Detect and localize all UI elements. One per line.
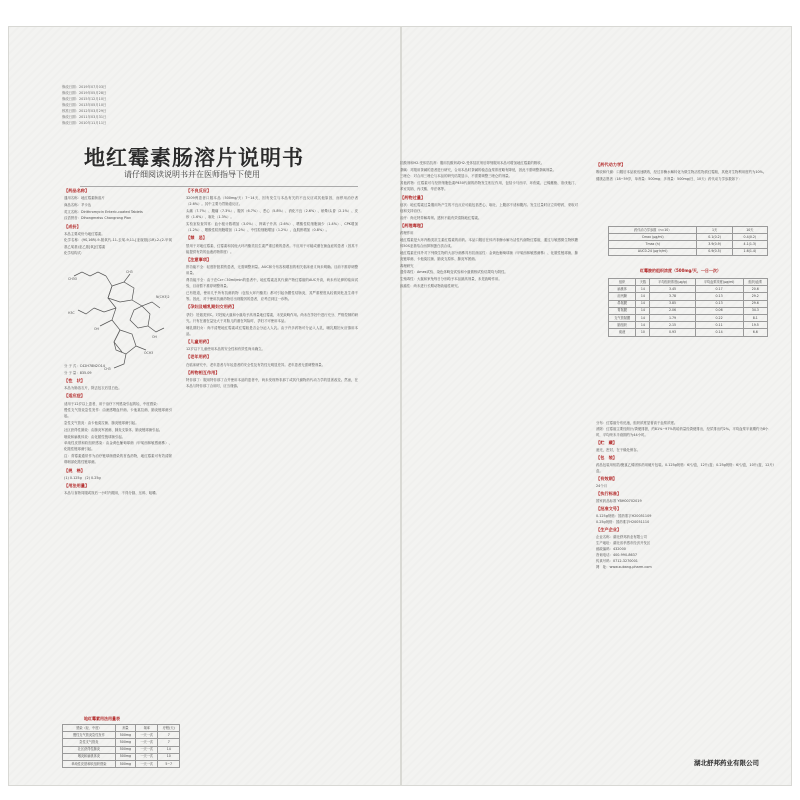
- molecular-weight: 分 子 量：835.09: [64, 370, 92, 375]
- body-paragraph: 邮政编码：432000: [596, 547, 626, 551]
- svg-text:OH: OH: [94, 327, 99, 331]
- revision-date-line: 修改日期：2019年05月28日: [62, 91, 107, 95]
- body-paragraph: 本品与食物同服或饭后一小时内服用，不得分割、压碎、咀嚼。: [64, 491, 159, 496]
- table-cell: 3.85: [650, 300, 695, 307]
- table-header-cell: 频率: [136, 725, 158, 732]
- table-cell: 14: [636, 307, 650, 314]
- body-paragraph: 咽炎和扁桃体炎：由化脓性链球菌引起。: [64, 434, 126, 439]
- body-paragraph: 症状：地红霉素过量服用所产生的不良反应可能包括恶心、呕吐、上腹部不适和腹泻。发生过量时应立即停药，采取对症和支持治疗。: [400, 202, 578, 213]
- section-heading: 【生产企业】: [596, 527, 622, 532]
- table-cell: 2.15: [650, 322, 695, 329]
- section-heading: 【药物相互作用】: [186, 369, 220, 375]
- table-header-cell: 平均组织浓度(μg/g): [650, 279, 695, 286]
- table-header-cell: 药代动力学参数（n=10）: [609, 227, 697, 234]
- table-header-cell: 天数: [636, 279, 650, 286]
- section-heading: 【禁 忌】: [186, 235, 207, 241]
- table-row: [63, 739, 180, 746]
- table-cell: 10: [636, 329, 650, 336]
- body-paragraph: 致癌性：尚未进行长期动物致癌性研究。: [400, 283, 462, 288]
- body-paragraph: 禁用于对地红霉素、红霉素和其他大环内酯类抗生素严重过敏的患者。不应用于可疑或潜在菌血症的患者（因其不能提供有效的血液药物浓度）。: [186, 243, 358, 254]
- table-row: [609, 307, 768, 314]
- table-cell: 2.06: [650, 307, 695, 314]
- body-paragraph: 0.25g规格：国药准字H20051110: [596, 520, 650, 524]
- table-row: [609, 234, 768, 241]
- pk-parameters-table: [608, 226, 768, 256]
- table-cell: Cmax (μg/ml): [609, 234, 697, 241]
- table-cell: 急性支气管炎: [63, 739, 116, 746]
- section-heading: 【老年用药】: [186, 354, 212, 360]
- table-cell: 前列腺: [609, 293, 636, 300]
- table-header-cell: 10天: [732, 227, 767, 234]
- section-heading: 【批准文号】: [596, 506, 622, 511]
- left-column-2: [186, 186, 358, 746]
- body-paragraph: 英文名称：Dirithromycin Enteric-coated Tablets: [64, 209, 143, 214]
- table-header-cell: 感染（轻、中度）: [63, 725, 116, 732]
- table-cell: 慢性支气管炎急性发作: [63, 732, 116, 739]
- body-paragraph: 通用名称：地红霉素肠溶片: [64, 196, 105, 201]
- table-row: [63, 753, 180, 760]
- table-cell: 0.13: [695, 293, 743, 300]
- table-cell: 支气管黏膜: [609, 314, 636, 321]
- body-paragraph: 已有报道，使用几乎所有抗菌药物（包括大环内酯类）都可引起伪膜性结肠炎，其严重程度从轻微到危及生命不等。因此，对于使用抗菌药物后出现腹泻的患者，应考虑到这一诊断。: [186, 291, 358, 302]
- body-paragraph: 生产地址：湖北省孝感市经济开发区: [596, 541, 651, 545]
- table-cell: 500mg: [115, 753, 135, 760]
- table-cell: 6.6: [743, 329, 767, 336]
- table-cell: 19.5: [743, 322, 767, 329]
- body-paragraph: 遗传毒性：Ames试验、染色体畸变试验和小鼠微核试验结果均为阴性。: [400, 270, 508, 275]
- table-cell: 500mg: [115, 732, 135, 739]
- table-cell: 0.17: [695, 286, 743, 293]
- table-cell: 7: [158, 732, 180, 739]
- section-heading: 【儿童用药】: [186, 338, 212, 344]
- table-cell: 0.22: [695, 314, 743, 321]
- table-cell: 29.6: [743, 300, 767, 307]
- table-cell: 咽炎和扁桃体炎: [63, 753, 116, 760]
- table-cell: 痰液: [609, 329, 636, 336]
- table-row: [63, 732, 180, 739]
- table-cell: 胃黏膜: [609, 307, 636, 314]
- table-cell: 一天一次: [136, 753, 158, 760]
- body-paragraph: 网 址：www.subang-pharm.com: [596, 565, 652, 569]
- table-cell: 14: [636, 293, 650, 300]
- table-row: [63, 760, 180, 767]
- revision-date-line: 修改日期：2013年05月10日: [62, 103, 107, 107]
- body-paragraph: 茶碱：对服用茶碱的患者进行研究，合用本品时茶碱的稳态血浆浓度略有降低，因此不需调整茶碱剂量。: [400, 167, 556, 172]
- table-row: [609, 322, 768, 329]
- table-row: [609, 293, 768, 300]
- table-header-cell: 组织: [609, 279, 636, 286]
- table-cell: 3.9(0.9): [697, 241, 732, 248]
- body-paragraph: 本品主要成份为地红霉素。: [64, 231, 105, 236]
- table-cell: 1.6(1.4): [732, 248, 767, 255]
- body-paragraph: (1) 0.125g (2) 0.25g: [64, 475, 101, 480]
- body-paragraph: 社区获得性肺炎：由肺炎军团菌、肺炎支原体、肺炎链球菌引起。: [64, 427, 163, 432]
- section-heading: 【贮 藏】: [596, 440, 617, 445]
- dosage-table-title: 地红霉素用法用量表: [84, 716, 120, 721]
- table-cell: 0.4(0.2): [732, 234, 767, 241]
- body-paragraph: 企业名称：湖北舒邦药业有限公司: [596, 535, 647, 539]
- table-cell: 14: [636, 314, 650, 321]
- table-cell: 一天一次: [136, 746, 158, 753]
- table-cell: 29.2: [743, 293, 767, 300]
- table-cell: 14: [636, 322, 650, 329]
- right-column-1: [400, 160, 578, 760]
- svg-text:H3C: H3C: [68, 311, 75, 315]
- body-paragraph: 实验室检查异常：血小板计数增加（3.0%）、钾离子升高（2.6%）、嗜酸性粒细胞减少（1.4%）、CPK增加（1.2%）、嗜酸性粒细胞增加（1.2%）、中性粒细胞增加（1.2%）、血肌酐增加（0.8%）。: [186, 222, 358, 233]
- revision-date-line: 修改日期：2015年12月10日: [62, 97, 107, 101]
- table-cell: 10: [158, 753, 180, 760]
- body-paragraph: 消除：红霉胺主要经胆汁/粪便排泄，约81%~97%的给药量经粪便排出，经尿排出约2%。平均血浆半衰期约为8小时，平均终末半衰期约为44小时。: [596, 427, 769, 437]
- body-paragraph: 24个月: [596, 484, 608, 488]
- table-cell: 7: [158, 739, 180, 746]
- table-cell: Tmax (h): [609, 241, 697, 248]
- revision-date-line: 核准日期：2012年03月29日: [62, 109, 107, 113]
- body-paragraph: 地红霉素是大环内酯类抗生素红霉素的前药。本品口服后在体内非酶水解为活性代谢物红霉胺，通过与敏感微生物核糖体50S亚基结合而抑制蛋白质合成。: [400, 237, 578, 248]
- table-header-cell: 疗程(天): [158, 725, 180, 732]
- body-paragraph: 特非那丁：服用特非那丁合并使用本品的患者中，尚未发现特非那丁或其代谢物药代动力学的显著改变。然而，在本品与特非那丁合用时，应当谨慎。: [186, 377, 358, 389]
- table-cell: 1.79: [650, 314, 695, 321]
- svg-text:CH3: CH3: [126, 270, 133, 274]
- body-paragraph: 商品名称：芊卡达: [64, 202, 92, 207]
- section-heading: 【药代动力学】: [596, 162, 626, 167]
- section-heading: 【有效期】: [596, 476, 617, 481]
- table-cell: 扁桃体: [609, 286, 636, 293]
- table-cell: 3.78: [650, 293, 695, 300]
- table-cell: 34.3: [743, 307, 767, 314]
- body-paragraph: 生殖毒性：大鼠和家兔每日分别给予本品最高剂量，未见致畸作用。: [400, 276, 502, 281]
- body-paragraph: 哺乳期妇女：尚不清楚地红霉素或红霉胺是否会分泌入人乳。由于许多药物可分泌入人乳，哺乳期妇女应慎用本品。: [186, 325, 358, 336]
- section-heading: 【成份】: [64, 223, 81, 229]
- table-row: [609, 248, 768, 255]
- revision-date-line: 修改日期：2010年11月11日: [62, 121, 107, 125]
- body-paragraph: 12岁以下儿童使用本品的安全性和有效性尚未确立。: [186, 347, 265, 352]
- table-cell: 社区获得性肺炎: [63, 746, 116, 753]
- section-heading: 【用法用量】: [64, 482, 90, 488]
- table-cell: 0.9(0.5): [697, 248, 732, 255]
- table-cell: 20.6: [743, 286, 767, 293]
- body-paragraph: 分布：红霉胺分布迅速，组织浓度显著高于血浆浓度。: [596, 421, 678, 425]
- document-title: 地红霉素肠溶片说明书: [84, 145, 304, 170]
- body-paragraph: 三唑仑：对合用三唑仑与本品的研究结果显示，不需要调整三唑仑的剂量。: [400, 174, 512, 179]
- svg-text:CH3O: CH3O: [68, 277, 78, 281]
- table-cell: 0.93: [650, 329, 695, 336]
- section-heading: 【适应症】: [64, 393, 85, 399]
- body-paragraph: 急性支气管炎：由卡他莫拉菌、肺炎链球菌引起。: [64, 421, 139, 426]
- table-row: [609, 329, 768, 336]
- table-row: [63, 746, 180, 753]
- body-paragraph: 0.125g规格：国药准字H20051109: [596, 514, 652, 518]
- table-cell: 0.11: [695, 322, 743, 329]
- body-paragraph: 其他药物：红霉素可与经肝细胞色素P450代谢的药物发生相互作用，包括卡马西平、环孢素、己烯雌酚、洛伐他汀、苯妥英钠、丙戊酸、华法林等。: [400, 181, 578, 192]
- section-heading: 【药理毒理】: [400, 222, 426, 228]
- svg-text:CH3: CH3: [104, 367, 111, 371]
- body-paragraph: 化学名称：(9S,16R)-9-脱氧代-11-去氧-9,11-[亚胺基[(1R)-2-(2-甲氧基乙氧基)亚乙基]氧]红霉素: [64, 238, 172, 249]
- table-header-cell: 组织/血浆: [743, 279, 767, 286]
- body-paragraph: 孕妇：妊娠类别C。对妊娠大鼠和小鼠给予高剂量地红霉素，未见致畸作用。尚未在孕妇中进行充分、严格控制的研究。只有在潜在益处大于对胎儿的潜在风险时，孕妇才可使用本品。: [186, 312, 358, 323]
- table-cell: 0.1(0.2): [697, 234, 732, 241]
- body-paragraph: 汉语拼音：Dihongmeisu Changrong Pian: [64, 216, 132, 221]
- body-paragraph: 药理作用: [400, 231, 414, 236]
- table-cell: 0.06: [695, 307, 743, 314]
- tissue-concentration-table: [608, 278, 768, 337]
- section-heading: 【注意事项】: [186, 257, 212, 263]
- table-cell: 肺组织: [609, 322, 636, 329]
- body-paragraph: 抗酸剂和H2-受体拮抗剂：服用抗酸剂或H2-受体拮抗剂后即刻服用本品可增加地红霉素的吸收。: [400, 161, 545, 165]
- section-heading: 【药品名称】: [64, 188, 90, 193]
- section-heading: 【不良反应】: [186, 188, 212, 193]
- table-row: [609, 314, 768, 321]
- body-paragraph: 治疗：尚无特异解毒剂。透析不能有效清除地红霉素。: [400, 215, 482, 220]
- table-row: [609, 300, 768, 307]
- section-heading: 【孕妇及哺乳期妇女用药】: [186, 304, 237, 310]
- body-paragraph: 3209例患者口服本品（500mg/天）7~14天，因有发生与本品有关的不良反应或其他原因，而停用治疗者（2.6%）。其中主要为胃肠道反应。: [186, 196, 358, 207]
- body-paragraph: 国家药品标准 YBH00702019: [596, 499, 642, 503]
- table-cell: 单纯性皮肤和软组织感染: [63, 760, 116, 767]
- body-paragraph: 本品为肠溶衣片，除去包衣后显白色。: [64, 386, 122, 391]
- table-cell: 5~7: [158, 760, 180, 767]
- svg-text:N(CH3)2: N(CH3)2: [156, 295, 170, 299]
- body-paragraph: 适用于12岁以上患者，用于治疗下列感染引起的轻、中度感染：: [64, 401, 160, 406]
- table-cell: 14: [636, 300, 650, 307]
- right-column-2-lower: [596, 420, 774, 750]
- table-cell: AUC0-24 (μg·h/ml): [609, 248, 697, 255]
- body-paragraph: 地红霉素在体外对下列微生物的大部分菌株具有抗菌活性：金黄色葡萄球菌（甲氧西林敏感菌株）、化脓性链球菌、肺炎链球菌、卡他莫拉菌、肺炎支原体、肺炎军团菌。: [400, 250, 578, 261]
- manufacturer-footer: 湖北舒邦药业有限公司: [694, 759, 759, 767]
- svg-text:OCH3: OCH3: [144, 351, 154, 355]
- table-cell: 0.14: [695, 329, 743, 336]
- dosage-table: [62, 724, 180, 768]
- table-header-cell: 1天: [697, 227, 732, 234]
- table-header-cell: 剂量: [115, 725, 135, 732]
- table-cell: 14: [158, 746, 180, 753]
- body-paragraph: 遮光，密封，在干燥处保存。: [596, 448, 641, 452]
- body-paragraph: 咨询电话：400-990-8637: [596, 553, 637, 557]
- revision-dates: [62, 84, 106, 126]
- chemical-structure-diagram: [64, 268, 172, 372]
- table-cell: 一天一次: [136, 732, 158, 739]
- section-heading: 【规 格】: [64, 467, 85, 473]
- body-paragraph: 传真号码：0712-3270001: [596, 559, 638, 563]
- section-heading: 【执行标准】: [596, 491, 622, 496]
- molecular-formula: 分 子 式：C42H78N2O14: [64, 364, 105, 369]
- table-cell: 8.1: [743, 314, 767, 321]
- table-cell: 一天一次: [136, 739, 158, 746]
- document-subtitle: 请仔细阅读说明书并在医师指导下使用: [124, 170, 260, 179]
- table-cell: 3.45: [650, 286, 695, 293]
- svg-text:OH: OH: [152, 335, 157, 339]
- table-row: [609, 286, 768, 293]
- table-cell: 14: [636, 286, 650, 293]
- revision-date-line: 修改日期：2011年03月31日: [62, 115, 107, 119]
- table-cell: 500mg: [115, 739, 135, 746]
- body-paragraph: 健康志愿者（18~59岁，单剂量：500mg；多剂量：500mg/日，10天）药代动力学参数如下：: [596, 176, 742, 181]
- table-header-cell: 平均血浆浓度(μg/ml): [695, 279, 743, 286]
- body-paragraph: 吸收和代谢：口服后本品被迅速吸收，经过非酶水解转化为微生物活性物质红霉胺，其绝对生物利用度约为10%。: [596, 170, 767, 175]
- table-cell: 4.1(1.3): [732, 241, 767, 248]
- section-heading: 【性 状】: [64, 377, 85, 383]
- table-cell: 一天一次: [136, 760, 158, 767]
- body-paragraph: 慢性支气管炎急性发作：由流感嗜血杆菌、卡他莫拉菌、肺炎链球菌引起。: [64, 408, 172, 419]
- body-paragraph: 药品包装用铝箔/聚氯乙烯固体药用硬片包装。0.125g规格：6片/盒，12片/盒；0.25g规格：6片/盒，10片/盒，12片/盒。: [596, 463, 774, 473]
- table-row: [609, 241, 768, 248]
- section-heading: 【包 装】: [596, 455, 617, 460]
- table-cell: 0.13: [695, 300, 743, 307]
- body-paragraph: 头痛（7.7%）、腹痛（7.3%）、腹泻（6.7%）、恶心（5.8%）、消化不良（2.6%）、眩晕/头昏（2.1%）、皮疹（1.6%）、呕吐（1.3%）。: [186, 209, 358, 220]
- body-paragraph: 单纯性皮肤和软组织感染：由金黄色葡萄球菌（甲氧西林敏感菌株）、化脓性链球菌引起。: [64, 441, 172, 452]
- revision-date-line: 修改日期：2019年07月03日: [62, 85, 107, 89]
- body-paragraph: 在临床研究中，老年患者与年轻患者的安全性及有效性无明显差异。老年患者无需调整剂量。: [186, 362, 326, 367]
- table-cell: 500mg: [115, 746, 135, 753]
- body-paragraph: 毒理研究: [400, 263, 414, 268]
- body-paragraph: 肝功能不全：轻度肝脏损伤患者，无需调整剂量。AUC和分布容积增加的相关临床意义尚未明确。目前不推荐调整用量。: [186, 265, 358, 276]
- table-cell: 鼻黏膜: [609, 300, 636, 307]
- body-paragraph: 化学结构式：: [64, 251, 85, 256]
- body-paragraph: 注：青霉素通常作为治疗链球菌感染的首选药物，地红霉素可有效清除鼻咽部化脓性链球菌。: [64, 454, 172, 465]
- tissue-table-title: 红霉胺的组织浓度（500mg/天，一日一次）: [640, 268, 721, 273]
- section-heading: 【药物过量】: [400, 194, 426, 200]
- body-paragraph: 肾功能不全：由于在Ccr＜30ml/min的患者中，地红霉素及其代谢产物红霉胺的AUC升高，尚未有足够的临床试验，目前暂不推荐调整剂量。: [186, 278, 358, 289]
- table-cell: 500mg: [115, 760, 135, 767]
